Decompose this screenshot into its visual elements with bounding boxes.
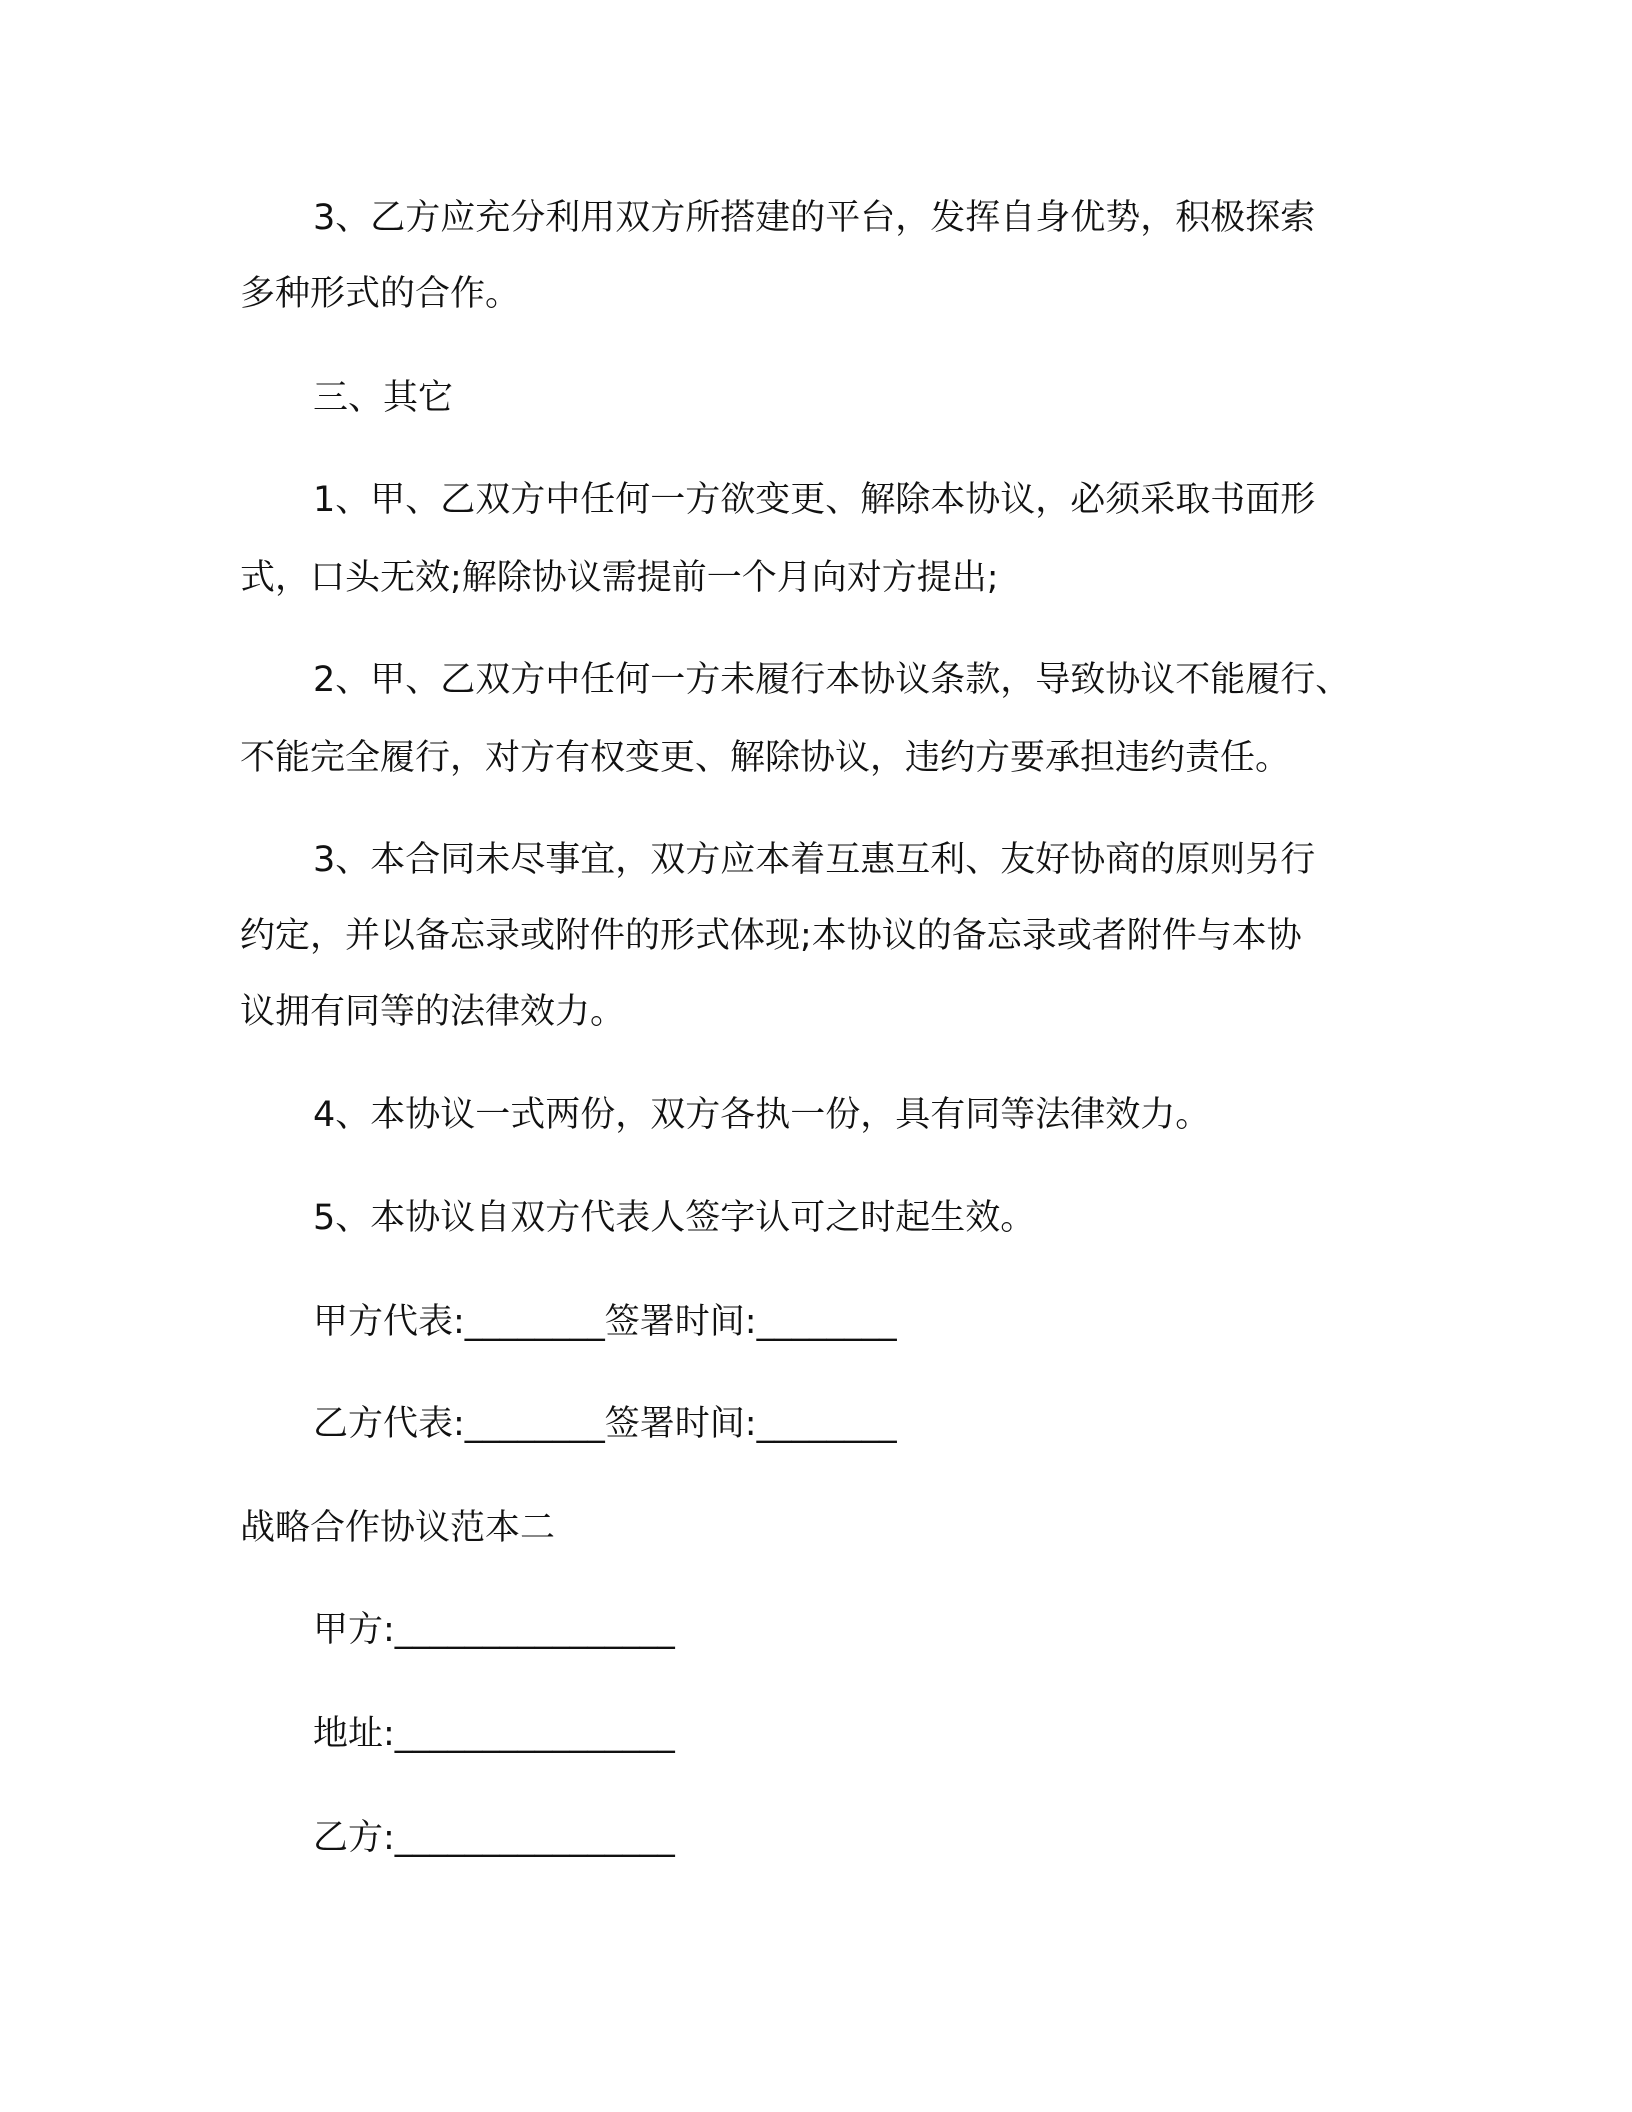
clause-3-line-1: 3、乙方应充分利用双方所搭建的平台，发挥自身优势，积极探索 (313, 198, 1316, 238)
other-clause-5: 5、本协议自双方代表人签字认可之时起生效。 (313, 1198, 1036, 1238)
other-clause-3-line-2: 约定，并以备忘录或附件的形式体现;本协议的备忘录或者附件与本协 (240, 916, 1302, 956)
party-b-field: 乙方:________________ (313, 1818, 675, 1858)
party-a-signature-line: 甲方代表:________签署时间:________ (313, 1302, 897, 1342)
address-field: 地址:________________ (313, 1714, 675, 1754)
other-clause-2-line-1: 2、甲、乙双方中任何一方未履行本协议条款，导致协议不能履行、 (313, 660, 1351, 700)
other-clause-3-line-1: 3、本合同未尽事宜，双方应本着互惠互利、友好协商的原则另行 (313, 840, 1316, 880)
party-b-signature-line: 乙方代表:________签署时间:________ (313, 1404, 897, 1444)
party-a-field: 甲方:________________ (313, 1610, 675, 1650)
other-clause-1-line-2: 式，口头无效;解除协议需提前一个月向对方提出; (240, 558, 999, 598)
template-two-title: 战略合作协议范本二 (240, 1508, 556, 1548)
other-clause-2-line-2: 不能完全履行，对方有权变更、解除协议，违约方要承担违约责任。 (240, 738, 1291, 778)
clause-3-line-2: 多种形式的合作。 (240, 274, 521, 314)
other-clause-1-line-1: 1、甲、乙双方中任何一方欲变更、解除本协议，必须采取书面形 (313, 480, 1316, 520)
section-heading-other: 三、其它 (313, 378, 454, 418)
other-clause-3-line-3: 议拥有同等的法律效力。 (240, 992, 626, 1032)
other-clause-4: 4、本协议一式两份，双方各执一份，具有同等法律效力。 (313, 1095, 1211, 1135)
